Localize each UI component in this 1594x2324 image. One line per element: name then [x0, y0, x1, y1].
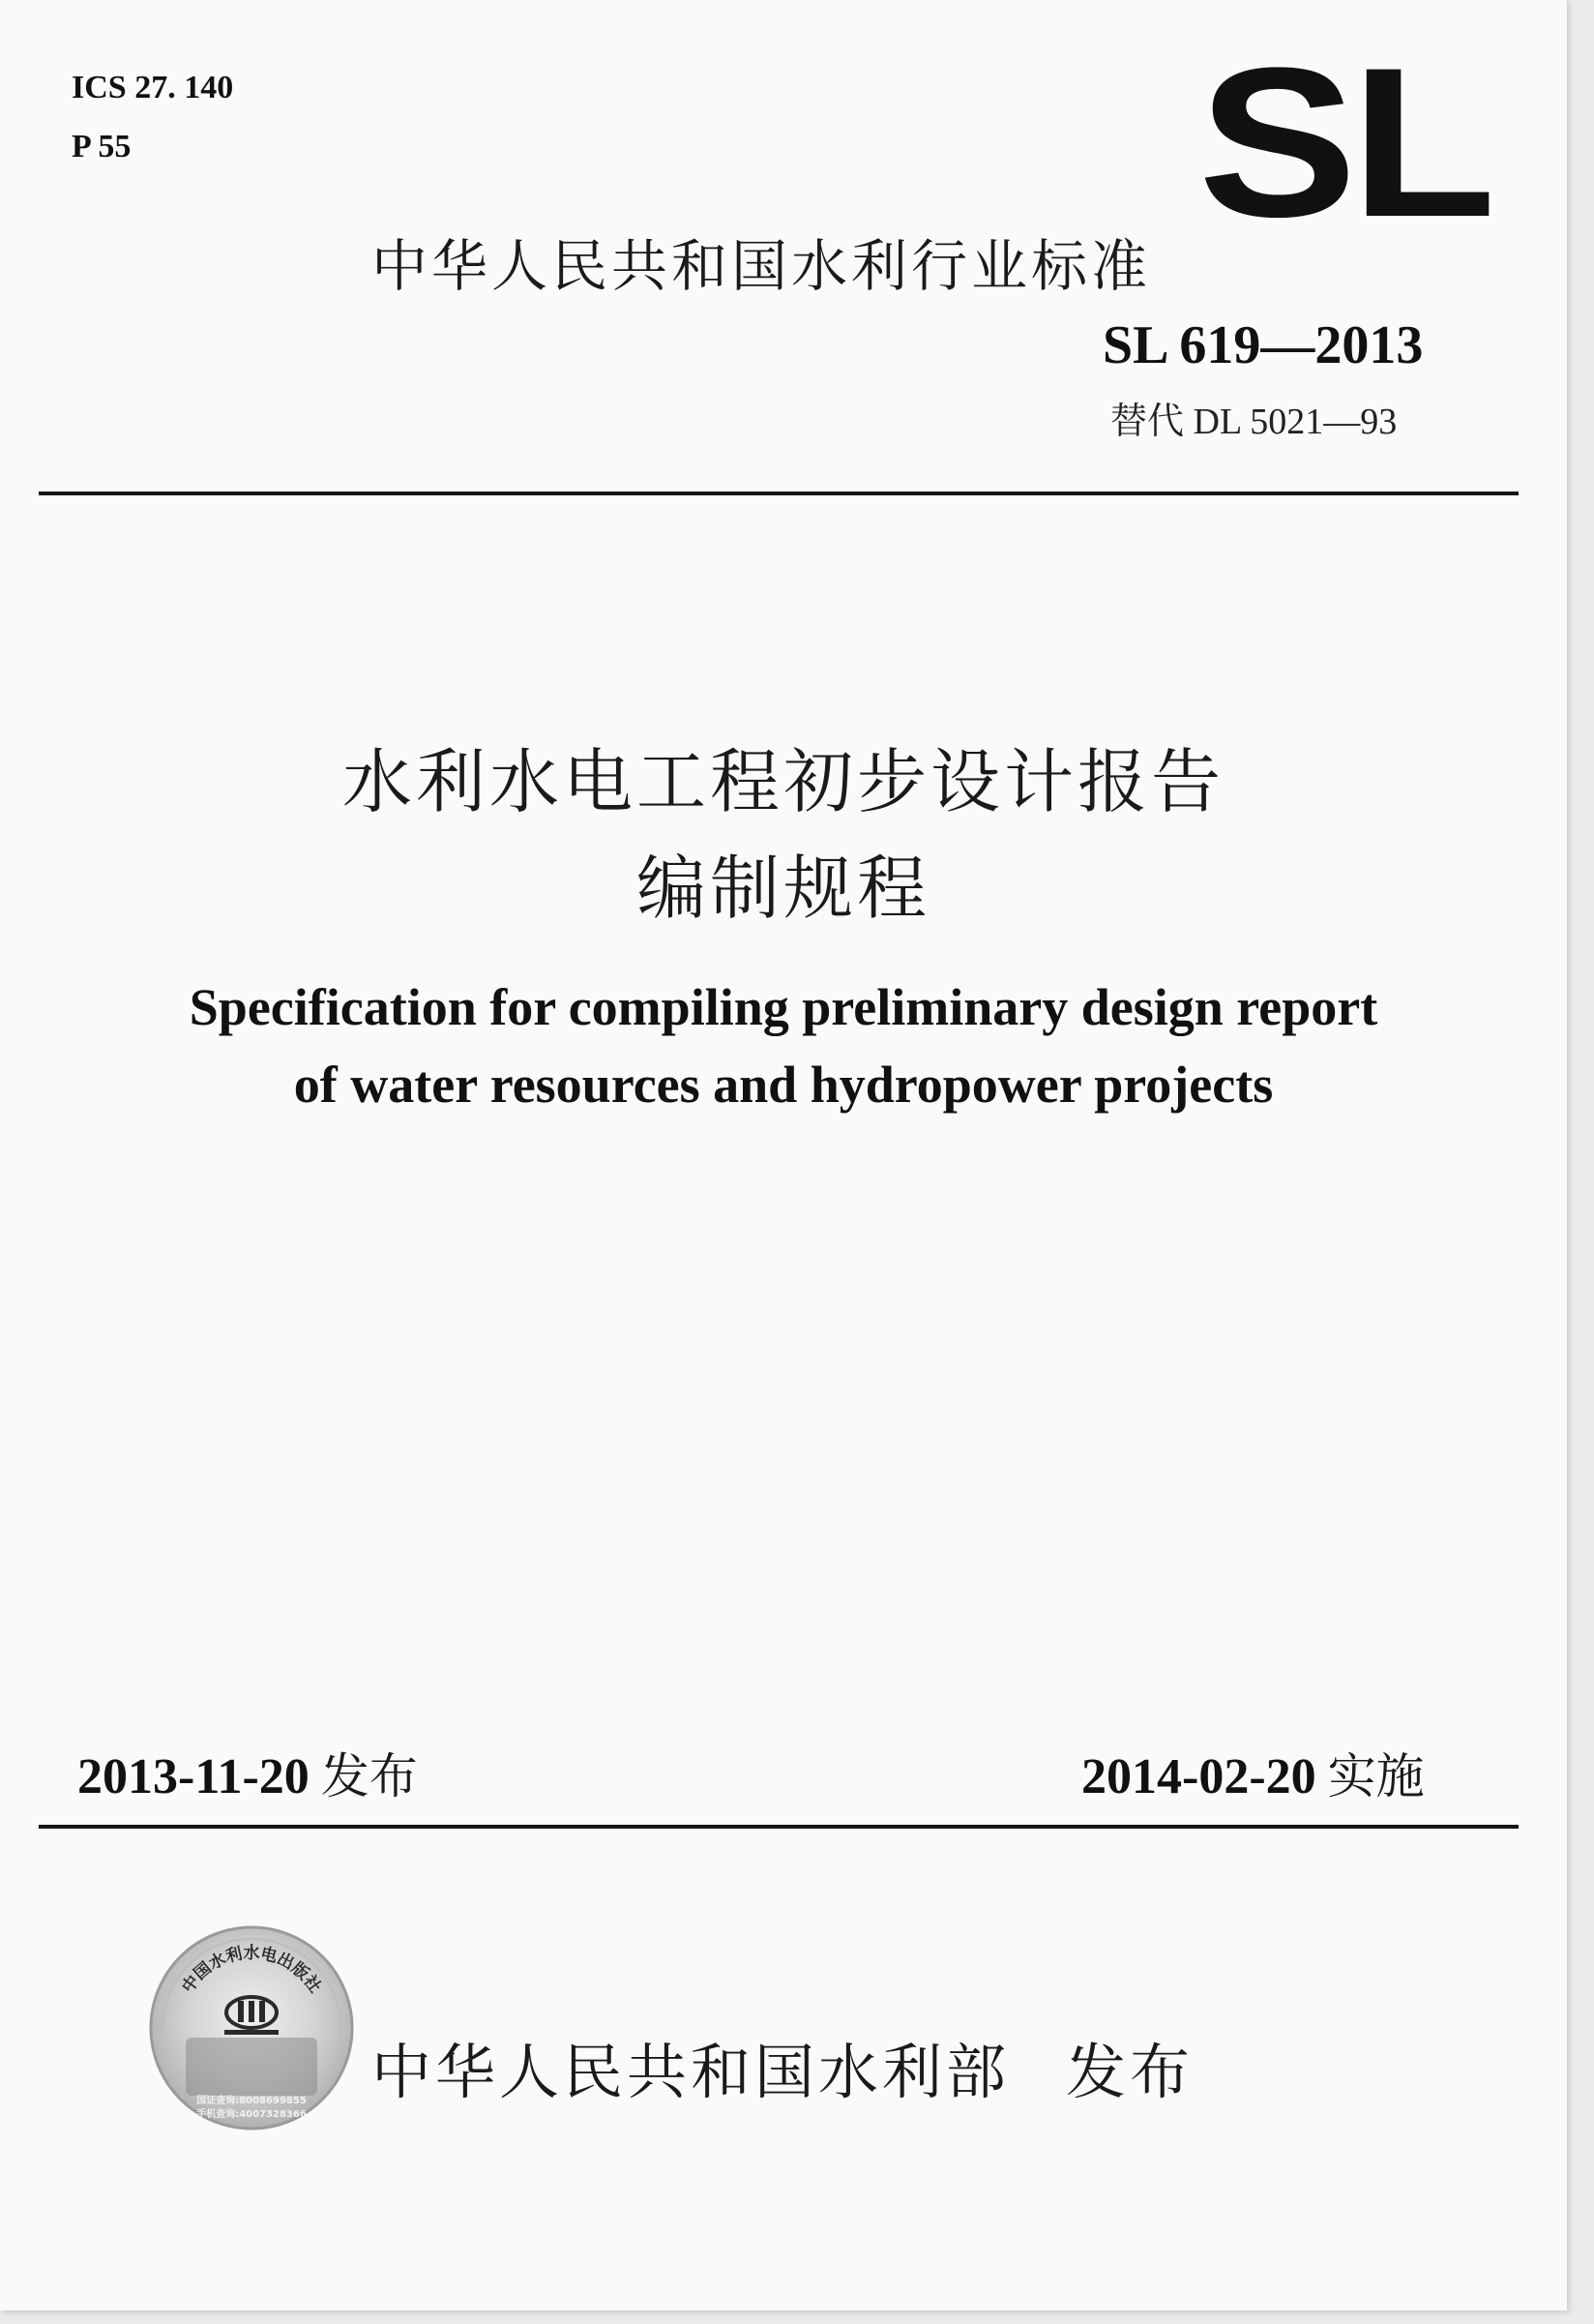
p-code: P 55: [72, 129, 132, 164]
chinese-title-line2: 编制规程: [635, 848, 930, 929]
english-title-line2: of water resources and hydropower projects: [293, 1056, 1274, 1114]
replaces-standard: 替代 DL 5021—93: [1110, 402, 1398, 442]
implement-date-block: [1081, 1738, 1425, 1807]
bottom-divider: [39, 1825, 1519, 1829]
sticker-phone-2: 手机查询:4007328366: [196, 2109, 307, 2120]
issuer-action: 发布: [1066, 2037, 1195, 2107]
top-divider: [39, 492, 1519, 495]
issue-date-block: [77, 1738, 418, 1807]
implement-date: 2014-02-20: [1081, 1749, 1316, 1804]
sl-logo: SL: [1197, 23, 1490, 261]
industry-standard-title: 中华人民共和国水利行业标准: [371, 233, 1152, 299]
sticker-phone-1: 国证查询:8008699855: [196, 2096, 307, 2106]
issuer-ministry: 中华人民共和国水利部: [371, 2037, 1011, 2107]
issue-date: 2013-11-20: [77, 1749, 310, 1804]
anti-counterfeit-sticker: [147, 1923, 356, 2132]
sticker-arc-text: 中国水利水电出版社: [178, 1944, 325, 1997]
chinese-title-line1: 水利水电工程初步设计报告: [341, 741, 1225, 822]
english-title-line1: Specification for compiling preliminary design report: [189, 978, 1378, 1036]
ics-code: ICS 27. 140: [72, 70, 234, 105]
sticker-band: [186, 2038, 317, 2096]
issue-label: 发布: [320, 1748, 418, 1804]
standard-number: SL 619—2013: [1103, 315, 1424, 375]
implement-label: 实施: [1327, 1748, 1425, 1804]
